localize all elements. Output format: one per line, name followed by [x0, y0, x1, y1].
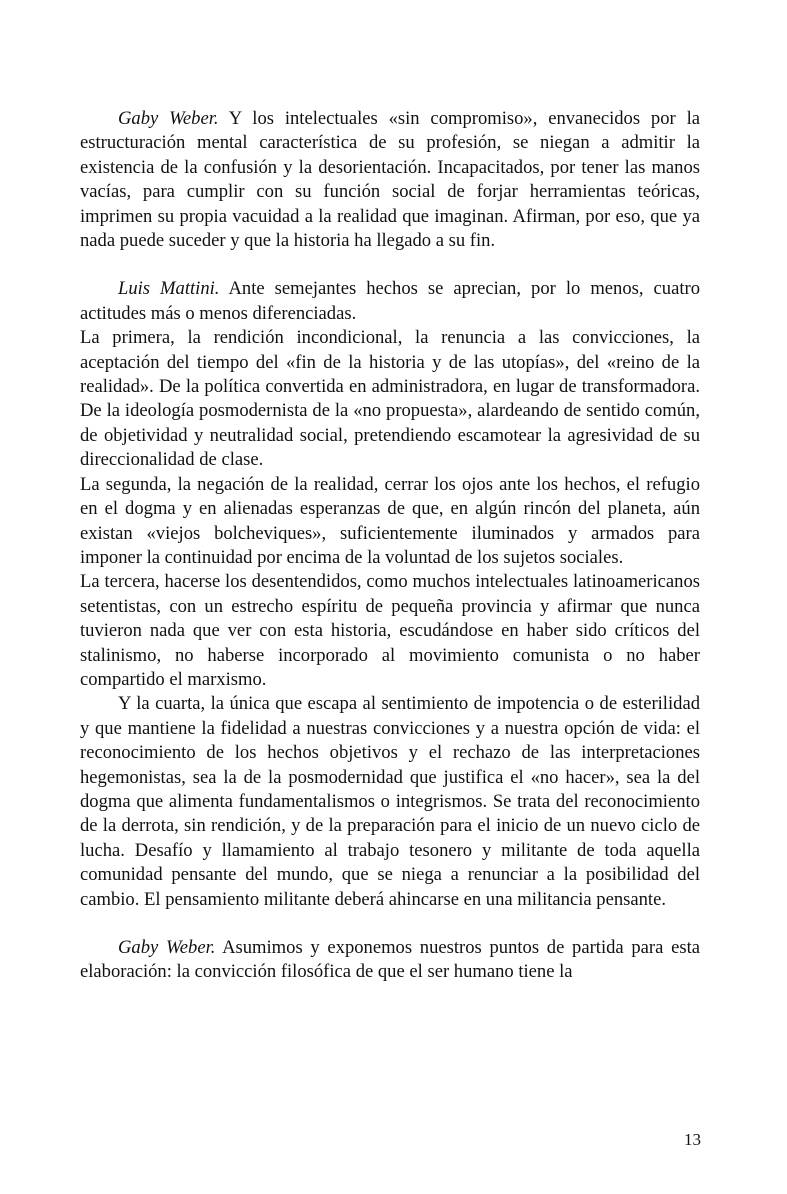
paragraph-second-attitude: La segunda, la negación de la realidad, cerrar los ojos ante los hechos, el refugio en el dogma y en alienadas esperanzas de que, en algún rincón del planeta, aún existan «viejos bolcheviques», suficientemente iluminados y armados para imponer la continuidad por encima de la voluntad de los sujetos sociales.: [80, 473, 700, 568]
paragraph-weber-intellectuals: [80, 107, 700, 253]
paragraph-mattini-attitudes: [80, 277, 700, 326]
speaker-name: Gaby Weber.: [118, 108, 219, 129]
paragraph-text: Y los intelectuales «sin compromiso», envanecidos por la estructuración mental característica de su profesión, se niegan a admitir la existencia de la confusión y la desorientación. Incapacitados, por tener las manos vacías, para cumplir con su función social de forjar herramientas teóricas, imprimen su propia vacuidad a la realidad que imaginan. Afirman, por eso, que ya nada puede suceder y que la historia ha llegado a su fin.: [80, 108, 700, 252]
speaker-name: Luis Mattini.: [118, 278, 220, 300]
paragraph-fourth-attitude: Y la cuarta, la única que escapa al sentimiento de impotencia o de esterilidad y que mantiene la fidelidad a nuestras convicciones y a nuestra opción de vida: el reconocimiento de los hechos objetivos y el rechazo de las interpretaciones hegemonistas, sea la de la posmodernidad que justifica el «no hacer», sea la del dogma que alimenta fundamentalismos o integrismos. Se trata del reconocimiento de la derrota, sin rendición, y de la preparación para el inicio de un nuevo ciclo de lucha. Desafío y llamamiento al trabajo tesonero y militante de toda aquella comunidad pensante del mundo, que se niega a renunciar a la posibilidad del cambio. El pensamiento militante deberá ahincarse en una militancia pensante.: [80, 693, 700, 910]
page-body: [80, 107, 700, 985]
paragraph-third-attitude: La tercera, hacerse los desentendidos, como muchos intelectuales latinoamericanos setentistas, con un estrecho espíritu de pequeña provincia y afirmar que nunca tuvieron nada que ver con esta historia, escudándose en haber sido críticos del stalinismo, no haberse incorporado al movimiento comunista o no haber compartido el marxismo.: [80, 571, 700, 690]
paragraph-text: Asumimos y exponemos nuestros puntos de partida para esta elaboración: la convicción filosófica de que el ser humano tiene la: [80, 937, 700, 983]
paragraph-text: Ante semejantes hechos se aprecian, por lo menos, cuatro actitudes más o menos diferenciadas.: [80, 278, 700, 324]
paragraph-gap: [80, 253, 700, 277]
paragraph-weber-starting-points: [80, 936, 700, 985]
page-number: 13: [684, 1130, 701, 1149]
paragraph-gap: [80, 912, 700, 936]
speaker-name: Gaby Weber.: [118, 937, 216, 958]
paragraph-first-attitude: La primera, la rendición incondicional, la renuncia a las convicciones, la aceptación del tiempo del «fin de la historia y de las utopías», del «reino de la realidad». De la política convertida en administradora, en lugar de transformadora. De la ideología posmodernista de la «no propuesta», alardeando de sentido común, de objetividad y neutralidad social, pretendiendo escamotear la agresividad de su direccionalidad de clase.: [80, 327, 700, 471]
